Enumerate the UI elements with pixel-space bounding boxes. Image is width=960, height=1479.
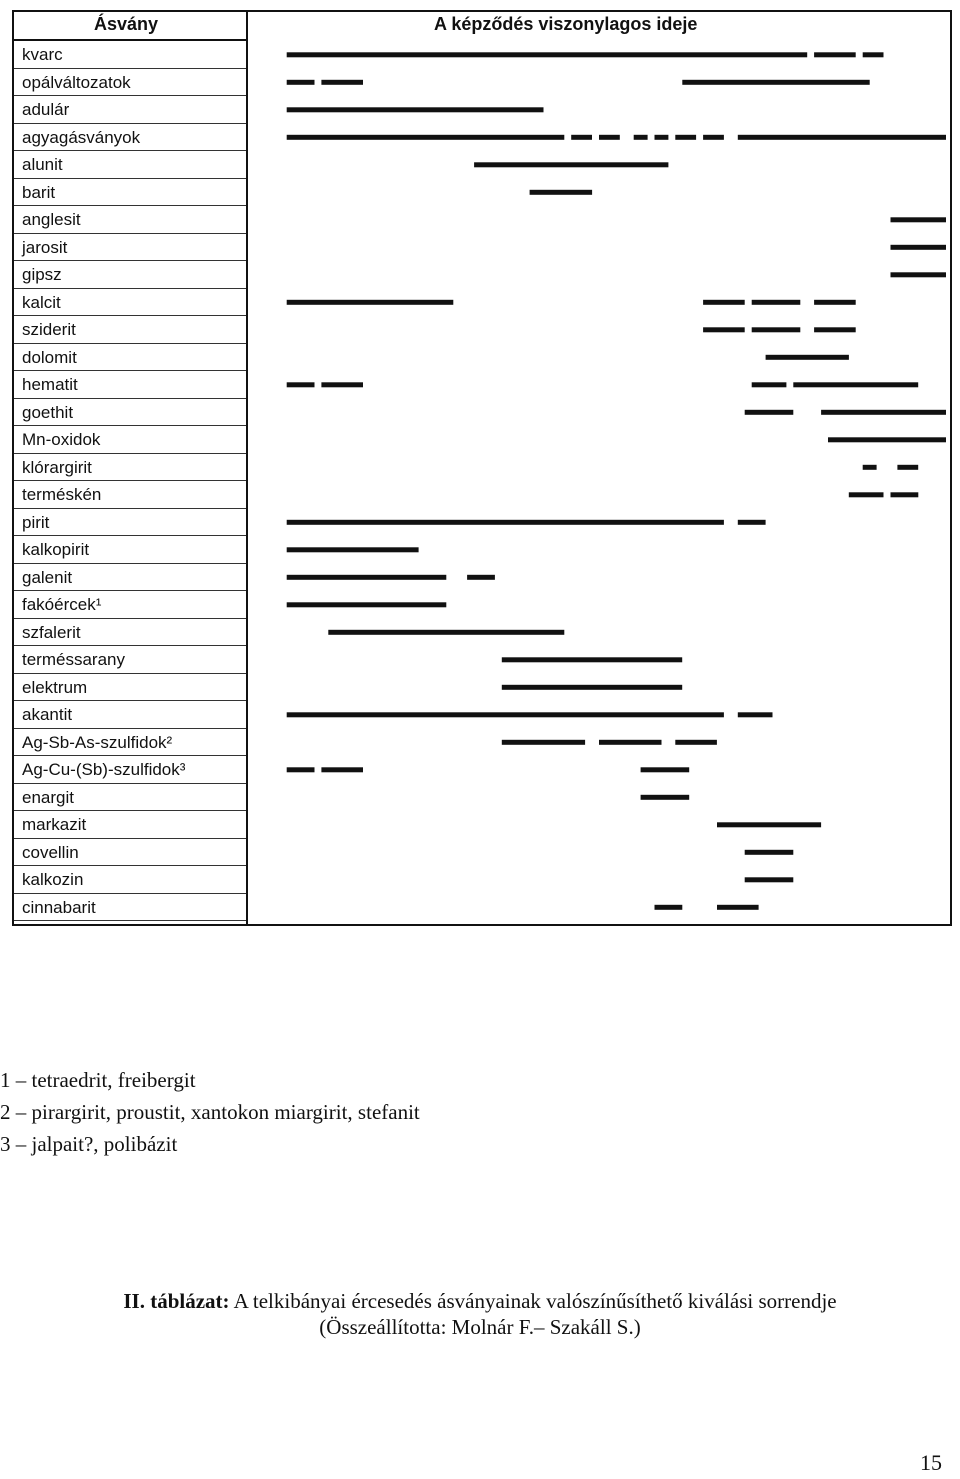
caption-label: II. táblázat:: [123, 1289, 230, 1313]
time-segment: [745, 877, 794, 882]
mineral-row: sziderit: [14, 316, 246, 344]
mineral-row: galenit: [14, 564, 246, 592]
time-segment: [287, 107, 544, 112]
time-segment: [287, 52, 808, 57]
time-segment: [863, 52, 884, 57]
time-segment: [287, 382, 315, 387]
time-segment: [287, 767, 315, 772]
time-segment: [287, 300, 454, 305]
time-segment: [599, 740, 662, 745]
legend-item-3: 3 – jalpait?, polibázit: [0, 1132, 178, 1156]
mineral-row: terméskén: [14, 481, 246, 509]
mineral-row: szfalerit: [14, 619, 246, 647]
time-segment: [655, 905, 683, 910]
mineral-row: covellin: [14, 839, 246, 867]
time-segment: [287, 135, 565, 140]
time-segment: [821, 410, 946, 415]
time-segment: [502, 685, 682, 690]
time-segment: [682, 80, 869, 85]
time-segment: [634, 135, 648, 140]
mineral-row: pirit: [14, 509, 246, 537]
mineral-row: fakóércek¹: [14, 591, 246, 619]
table-caption: [0, 1288, 960, 1340]
formation-time-chart: [248, 12, 950, 924]
time-segment: [738, 135, 946, 140]
mineral-row: Ag-Cu-(Sb)-szulfidok³: [14, 756, 246, 784]
mineral-row: goethit: [14, 399, 246, 427]
mineral-row: klórargirit: [14, 454, 246, 482]
mineral-row: anglesit: [14, 206, 246, 234]
mineral-row: elektrum: [14, 674, 246, 702]
time-segment: [752, 300, 801, 305]
time-segment: [467, 575, 495, 580]
mineral-row: Mn-oxidok: [14, 426, 246, 454]
time-segment: [321, 80, 363, 85]
time-segment: [766, 355, 849, 360]
time-segment: [287, 80, 315, 85]
time-segment: [703, 327, 745, 332]
mineral-row: cinnabarit: [14, 894, 246, 922]
time-segment: [703, 135, 724, 140]
time-segment: [287, 520, 724, 525]
mineral-row: Ag-Sb-As-szulfidok²: [14, 729, 246, 757]
time-segment: [891, 245, 947, 250]
time-segment: [321, 767, 363, 772]
mineral-row: opálváltozatok: [14, 69, 246, 97]
mineral-row: terméssarany: [14, 646, 246, 674]
time-segment: [897, 465, 918, 470]
time-column-header: A képződés viszonylagos ideje: [434, 14, 698, 34]
caption-title-line: [0, 1288, 960, 1314]
time-segment: [738, 520, 766, 525]
mineral-row: enargit: [14, 784, 246, 812]
time-segment: [745, 410, 794, 415]
mineral-sequence-table: [12, 10, 952, 926]
time-segment: [502, 657, 682, 662]
time-segment: [745, 850, 794, 855]
mineral-row: markazit: [14, 811, 246, 839]
legend-item-1: 1 – tetraedrit, freibergit: [0, 1068, 196, 1092]
time-segment: [571, 135, 592, 140]
time-segment: [502, 740, 585, 745]
time-segment: [891, 217, 947, 222]
time-segment: [287, 712, 724, 717]
time-segment: [655, 135, 669, 140]
mineral-row: alunit: [14, 151, 246, 179]
mineral-row: kalkozin: [14, 866, 246, 894]
time-segment: [530, 190, 593, 195]
mineral-row: jarosit: [14, 234, 246, 262]
time-segment: [752, 327, 801, 332]
time-segment: [675, 135, 696, 140]
time-segment: [793, 382, 918, 387]
time-segment: [891, 492, 919, 497]
time-segment: [891, 272, 947, 277]
time-segment: [738, 712, 773, 717]
caption-credit: (Összeállította: Molnár F.– Szakáll S.): [319, 1315, 641, 1339]
time-segment: [599, 135, 620, 140]
time-segment: [641, 767, 690, 772]
mineral-row: gipsz: [14, 261, 246, 289]
page-number: 15: [920, 1450, 942, 1475]
mineral-row: agyagásványok: [14, 124, 246, 152]
mineral-row: barit: [14, 179, 246, 207]
mineral-row: akantit: [14, 701, 246, 729]
time-segment: [863, 465, 877, 470]
mineral-row: hematit: [14, 371, 246, 399]
mineral-row: kalkopirit: [14, 536, 246, 564]
time-segment: [717, 905, 759, 910]
time-segment: [287, 602, 447, 607]
mineral-row: adulár: [14, 96, 246, 124]
time-segment: [717, 822, 821, 827]
legend: [0, 1064, 420, 1160]
time-segment: [814, 300, 856, 305]
mineral-column-header: Ásvány: [94, 14, 159, 34]
time-segment: [752, 382, 787, 387]
time-segment: [287, 575, 447, 580]
time-segment: [321, 382, 363, 387]
time-segment: [641, 795, 690, 800]
time-segment: [287, 547, 419, 552]
time-segment: [814, 327, 856, 332]
time-segment: [849, 492, 884, 497]
time-segment: [474, 162, 668, 167]
time-segment: [675, 740, 717, 745]
mineral-row: dolomit: [14, 344, 246, 372]
mineral-row: kvarc: [14, 41, 246, 69]
caption-title: A telkibányai ércesedés ásványainak valószínűsíthető kiválási sorrendje: [229, 1289, 837, 1313]
time-segment: [828, 437, 946, 442]
time-segment: [814, 52, 856, 57]
legend-item-2: 2 – pirargirit, proustit, xantokon miargirit, stefanit: [0, 1100, 420, 1124]
mineral-row: kalcit: [14, 289, 246, 317]
time-segment: [703, 300, 745, 305]
time-segment: [328, 630, 564, 635]
